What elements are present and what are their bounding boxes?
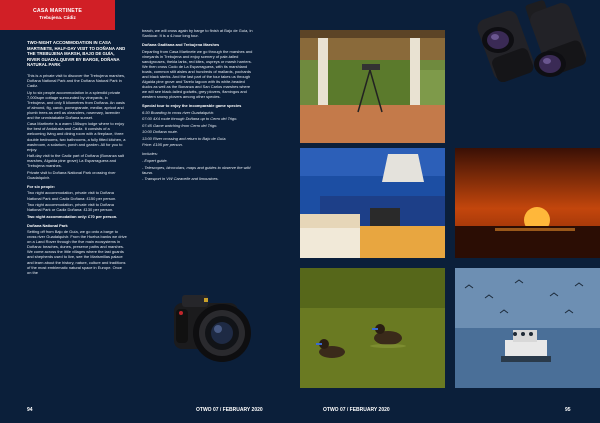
schedule-line: 6:30 Boarding to cross river Guadalquivir. <box>142 109 215 115</box>
includes-line: - Expert guide. <box>142 157 168 163</box>
intro-heading: TWO-NIGHT ACCOMMODATION IN CASA MARTINETE, HALF-DAY VISIT TO DOÑANA AND THE TREBUJENA MARSH, BAJO DE GUÍA, RIVER GUADALQUIVIR BY BARGE, DOÑANA NATURAL PARK <box>27 40 126 68</box>
footer-magazine: OTWO 07 / FEBRUARY 2020 <box>323 407 390 413</box>
tag-title: CASA MARTINETE <box>32 8 82 14</box>
sunset-photo <box>455 148 600 258</box>
section-tag <box>0 0 115 30</box>
price-line: Two night accommodation, private visit to Doñana National Park and Cadiz Doñana: £150 per person. <box>27 190 117 201</box>
paragraph: This is a private visit to discover the Trebujena marshes, Doñana National Park and the Doñana Natural Park in Cadiz. <box>27 72 126 89</box>
includes-line: - Telescopes, binoculars, maps and guides to observe the wild fauna. <box>142 164 251 175</box>
footer-magazine: OTWO 07 / FEBRUARY 2020 <box>196 407 263 413</box>
left-text-column <box>27 40 127 276</box>
schedule-line: 07:45 Game watching from Cerro del Trigo. <box>142 122 218 128</box>
paragraph: Departing from Casa Martinete we go through the marshes and vineyards in Trebujena and enjoy scenery of pale-tailed sandgrouses, thekla larks, red kites, ospreys or marsh harriers. We then cross Codo de La Esparraguera, with its marshland boats, common stilt aisles and hundreds of mallards, pochards and black sterks. And the last part of the tour takes us through Algaida pine grove and Tarelo lagoon with its white-headed ducks as well as the Bonanza and San Carlos marshes where we will see black-tailed godwits, grey plovers, flamingos and western snowy plovers among other species. <box>142 48 253 100</box>
page-number: 95 <box>565 407 571 413</box>
page-number: 94 <box>27 407 33 413</box>
boat-photo <box>455 268 600 388</box>
tag-subtitle: Trebujena. Cádiz <box>39 15 76 20</box>
includes-heading: Includes: <box>142 151 158 157</box>
camera-image <box>168 285 263 370</box>
schedule-line: 10:00 Doñana route. <box>142 129 178 135</box>
price-line: Two night accommodation, private visit to Doñana National Park or Cadiz Doñana: £130 per person. <box>27 202 114 213</box>
section-heading: Doñana National Park <box>27 222 68 228</box>
paragraph: beach, we will cross again by barge to finish at Bajo de Guía, in Sanlúcar. It is a 4-hour long tour. <box>142 28 253 39</box>
section-heading: For six people: <box>27 183 56 189</box>
includes-line: - Transport in VW Caravelle and limousines. <box>142 176 219 182</box>
section-heading: Special tour to enjoy the incomparable game species <box>142 103 242 109</box>
paragraph: Up to six people accommodation in a splendid private 7,000sqm cottage surrounded by vineyards, in Trebujena, and only 5 kilometres from Doñana. An oasis of almond, fig, carob, pomegranate, medlar, apricot and plumb trees as well as oleanders, rosemary, lavender and the unmistakable Doñana sunset. <box>27 89 125 120</box>
paragraph: Private visit to Doñana National Park crossing river Guadalquivir. <box>27 169 116 180</box>
middle-text-column <box>142 28 254 183</box>
right-page <box>300 0 600 423</box>
kitchen-photo <box>300 148 445 258</box>
porch-photo <box>300 30 445 143</box>
paragraph: Half-day visit to the Cadiz part of Doñana (Bonanza salt marshes, Algaida pine grove) La Esparraguera and Trebujena marshes. <box>27 153 124 169</box>
binoculars-image <box>470 0 600 82</box>
ducks-photo <box>300 268 445 388</box>
schedule-line: Price: £195 per person. <box>142 142 183 148</box>
paragraph: Setting off from Bajo de Guía, we go onto a barge to cross river Guadalquivir. From the Huelva banks we drive on a Land Rover through the five main ecosystems in Doñana: beaches, dunes, preserve paths and marshes. We come across the little villages where the last guards and shepherds used to live, see the Marismillas palace and learn about the history, nature, culture and traditions of the most emblematic natural space in Europe. Once on the <box>27 229 127 275</box>
section-heading: Doñana Gaditana and Trebujena Marshes <box>142 42 220 48</box>
schedule-line: 07:00 4X4 route through Doñana up to Cerro del Trigo. <box>142 116 238 122</box>
schedule-line: 13:00 River crossing and return to Bajo de Guía. <box>142 135 227 141</box>
price-line: Two night accommodation only: £70 per person. <box>27 213 118 219</box>
paragraph: Casa Martinete is a warm 156sqm lodge where to enjoy the best of Andalusia and Cadiz. It consists of a welcoming living and dining room with a fireplace, three double bedrooms, two bathrooms, a fully fitted kitchen, a washroom, a solarium, porch and garden. All for you to enjoy. <box>27 121 126 152</box>
